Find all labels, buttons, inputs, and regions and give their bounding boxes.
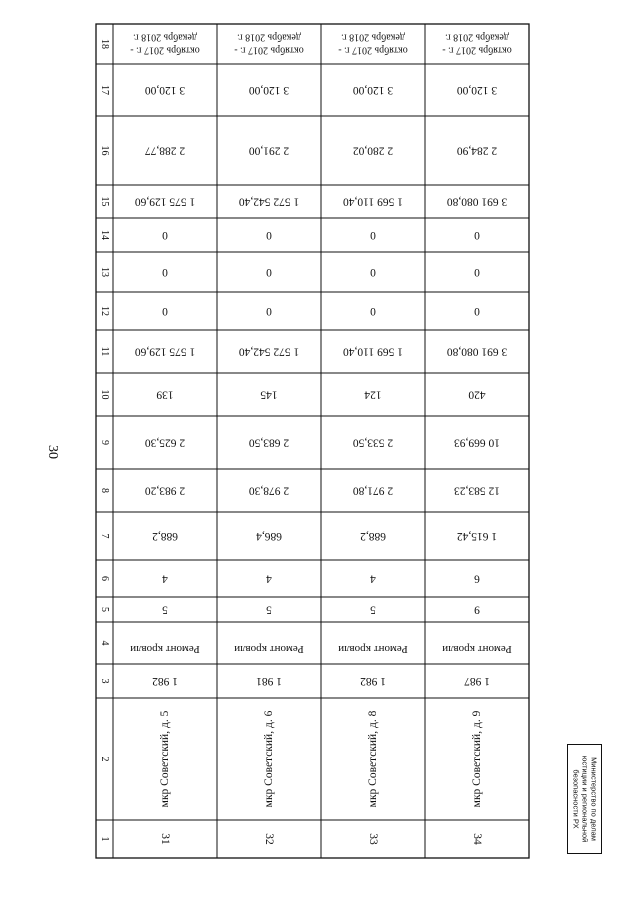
table-cell: 1 572 542,40 <box>238 345 300 358</box>
row-number-cell: 32 <box>263 833 275 845</box>
header-cell: 11 <box>99 346 110 357</box>
table-cell: 0 <box>370 305 376 317</box>
table-cell: 4 <box>370 572 376 585</box>
table-cell: 6 <box>474 572 480 585</box>
table-cell: 2 280,02 <box>352 144 394 157</box>
cell-line: Ремонт кровли <box>130 643 200 655</box>
cell-line: декабрь 2018 г. <box>445 31 509 43</box>
address-cell: мкр Советский, д. 5 <box>159 710 171 808</box>
row-number-cell: 34 <box>471 833 483 845</box>
ministry-stamp <box>567 744 602 854</box>
table-cell: 0 <box>370 266 376 278</box>
table-cell: 1 575 129,60 <box>134 345 196 358</box>
header-cell: 15 <box>99 196 110 207</box>
table-cell: 3 120,00 <box>456 84 498 96</box>
period-cell <box>338 32 408 56</box>
table-cell: 0 <box>266 229 272 241</box>
table-cell: 5 <box>266 603 272 616</box>
table-cell: 3 691 080,80 <box>446 195 508 208</box>
header-cell: 4 <box>99 640 110 646</box>
table-cell: 2 978,30 <box>248 484 290 497</box>
table-cell: 1 569 110,40 <box>343 345 403 358</box>
table-cell: 0 <box>474 229 480 241</box>
period-cell <box>130 32 200 56</box>
header-cell: 17 <box>99 85 110 95</box>
table-cell: 3 691 080,80 <box>446 345 508 358</box>
header-cell: 2 <box>99 756 110 762</box>
address-cell: мкр Советский, д. 8 <box>367 710 379 808</box>
period-cell <box>234 32 304 56</box>
table-cell: 5 <box>162 603 168 616</box>
table-cell: 139 <box>156 388 174 401</box>
cell-line: Ремонт кровли <box>338 643 408 655</box>
row-number-cell: 33 <box>367 833 379 845</box>
table-cell: 2 533,50 <box>352 436 394 449</box>
table-cell: 145 <box>260 388 278 401</box>
table-cell: 0 <box>474 305 480 317</box>
table-cell: 688,2 <box>360 530 386 542</box>
header-cell: 5 <box>99 607 110 612</box>
table-cell: 3 120,00 <box>248 84 290 96</box>
work-type-cell <box>442 643 512 655</box>
table-cell: 0 <box>370 229 376 241</box>
table-cell: 0 <box>266 266 272 278</box>
table-cell: 2 983,20 <box>144 484 186 497</box>
table-cell: 2 625,30 <box>144 436 186 449</box>
header-cell: 18 <box>99 39 110 49</box>
table-cell: 1 575 129,60 <box>134 195 196 208</box>
work-type-cell <box>130 643 200 655</box>
table-cell: 4 <box>266 572 272 585</box>
cell-line: декабрь 2018 г. <box>341 31 405 43</box>
table-cell: 10 669,93 <box>454 436 500 449</box>
table-cell: 2 284,90 <box>456 144 498 157</box>
table-cell: 1 572 542,40 <box>238 195 300 208</box>
table-cell: 0 <box>474 266 480 278</box>
address-cell: мкр Советский, д. 9 <box>471 710 483 808</box>
header-cell: 12 <box>99 306 110 316</box>
table-cell: 688,2 <box>152 530 178 542</box>
header-cell: 3 <box>99 678 110 684</box>
table-cell: 686,4 <box>256 530 282 542</box>
table-cell: 3 120,00 <box>144 84 186 96</box>
table-cell: 2 288,77 <box>144 144 186 157</box>
table-cell: 1 982 <box>152 675 178 687</box>
header-cell: 1 <box>99 836 110 842</box>
stamp-text: Министерство по делам юстиции и региональной безопасности РХ <box>571 755 598 843</box>
table-cell: 4 <box>162 572 168 585</box>
header-cell: 8 <box>99 488 110 493</box>
row-number-cell: 31 <box>159 833 171 845</box>
table-cell: 1 982 <box>360 675 386 687</box>
work-type-cell <box>338 643 408 655</box>
header-cell: 9 <box>99 440 110 445</box>
work-type-cell <box>234 643 304 655</box>
header-cell: 7 <box>99 533 110 539</box>
table-cell: 2 683,50 <box>248 436 290 449</box>
table-cell: 3 120,00 <box>352 84 394 96</box>
table-cell: 0 <box>162 266 168 278</box>
header-cell: 16 <box>99 145 110 156</box>
period-cell <box>442 32 512 56</box>
table-cell: 2 971,80 <box>352 484 394 497</box>
table-cell: 0 <box>266 305 272 317</box>
cell-line: декабрь 2018 г. <box>237 31 301 43</box>
cell-line: декабрь 2018 г. <box>133 31 197 43</box>
table-cell: 0 <box>162 305 168 317</box>
table-cell: 1 981 <box>256 675 282 687</box>
cell-line: октябрь 2017 г. - <box>234 44 304 56</box>
header-cell: 10 <box>99 389 110 400</box>
cell-line: Ремонт кровли <box>234 643 304 655</box>
header-cell: 13 <box>99 267 110 277</box>
address-cell: мкр Советский, д. 6 <box>263 710 275 808</box>
cell-line: Ремонт кровли <box>442 643 512 655</box>
table-cell: 1 987 <box>464 675 490 687</box>
table-cell: 2 291,00 <box>248 144 290 157</box>
table-cell: 5 <box>370 603 376 616</box>
cell-line: октябрь 2017 г. - <box>130 44 200 56</box>
table-cell: 0 <box>162 229 168 241</box>
table-cell: 124 <box>364 388 382 401</box>
table-cell: 9 <box>474 603 480 616</box>
cell-line: октябрь 2017 г. - <box>442 44 512 56</box>
header-cell: 6 <box>99 576 110 581</box>
table-cell: 1 569 110,40 <box>343 195 403 208</box>
table-cell: 1 615,42 <box>456 530 498 542</box>
cell-line: октябрь 2017 г. - <box>338 44 408 56</box>
table-cell: 12 583,23 <box>454 484 500 497</box>
header-cell: 14 <box>99 230 110 240</box>
table-cell: 420 <box>468 388 486 401</box>
page-number: 30 <box>45 445 60 459</box>
